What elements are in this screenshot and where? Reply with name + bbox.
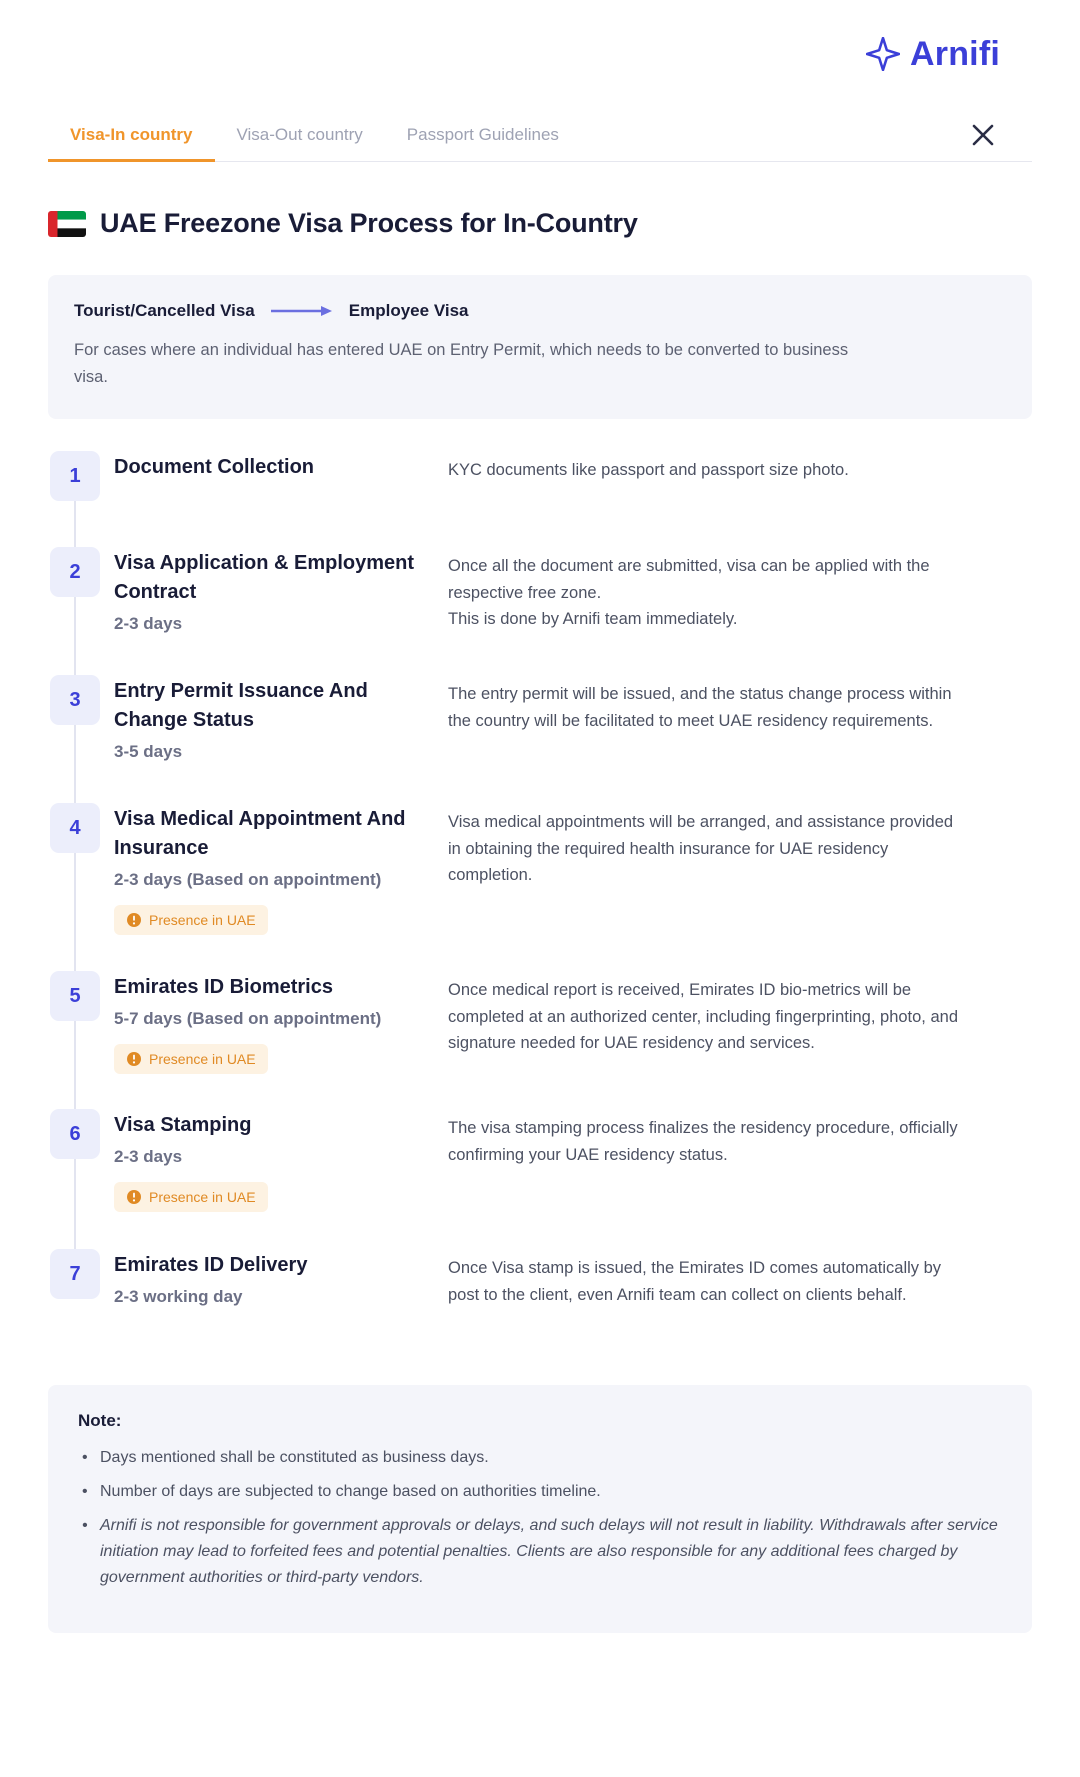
step-description <box>442 971 962 1056</box>
conversion-to: Employee Visa <box>348 301 469 320</box>
note-list <box>78 1445 1002 1591</box>
step-badge-column <box>48 1109 102 1159</box>
step-number-badge: 7 <box>50 1249 100 1299</box>
note-item: • Days mentioned shall be constituted as business days. <box>78 1445 1002 1471</box>
note-item: • Number of days are subjected to change based on authorities timeline. <box>78 1479 1002 1505</box>
step-duration: 5-7 days (Based on appointment) <box>114 1009 382 1029</box>
conversion-from: Tourist/Cancelled Visa <box>74 301 255 320</box>
step-title: Visa Medical Appointment And Insurance <box>114 808 406 860</box>
step-item <box>48 1249 1032 1339</box>
step-duration: 3-5 days <box>114 742 183 762</box>
brand-name: Arnifi <box>910 34 1000 73</box>
conversion-flow <box>74 301 1006 321</box>
step-description-line: This is done by Arnifi team immediately. <box>448 610 738 629</box>
step-item <box>48 547 1032 675</box>
step-main <box>102 1249 442 1310</box>
tab-bar <box>48 108 1032 162</box>
step-badge-column <box>48 971 102 1021</box>
presence-badge-label: Presence in UAE <box>149 911 256 928</box>
close-icon[interactable] <box>966 118 1000 152</box>
step-description-line: KYC documents like passport and passport size photo. <box>448 461 849 480</box>
step-description-line: The entry permit will be issued, and the status change process within the country will be facilitated to meet UAE residency requirements. <box>448 685 952 730</box>
uae-flag-icon <box>48 211 86 237</box>
brand-header <box>48 0 1032 108</box>
tab-visa-in-country[interactable]: Visa-In country <box>48 108 215 162</box>
step-connector <box>74 853 76 981</box>
step-badge-column <box>48 451 102 501</box>
step-title: Emirates ID Delivery <box>114 1254 308 1277</box>
conversion-callout <box>48 275 1032 419</box>
step-main <box>102 1109 442 1212</box>
step-description-line: The visa stamping process finalizes the residency procedure, officially confirming your UAE residency status. <box>448 1119 958 1164</box>
step-duration: 2-3 days <box>114 1147 183 1167</box>
step-main <box>102 547 442 637</box>
tab-passport-guidelines[interactable]: Passport Guidelines <box>406 124 559 144</box>
presence-icon <box>126 1189 142 1205</box>
note-panel <box>48 1385 1032 1633</box>
presence-badge <box>114 1182 268 1212</box>
step-title: Document Collection <box>114 456 315 479</box>
step-badge-column <box>48 675 102 725</box>
step-title: Visa Stamping <box>114 1114 252 1137</box>
step-main <box>102 675 442 765</box>
step-number-badge: 1 <box>50 451 100 501</box>
step-duration: 2-3 days (Based on appointment) <box>114 870 382 890</box>
step-description <box>442 451 962 483</box>
tab-visa-out-country[interactable]: Visa-Out country <box>236 124 363 144</box>
step-description-line: Visa medical appointments will be arranged, and assistance provided in obtaining the required health insurance for UAE residency completion. <box>448 813 954 885</box>
step-duration: 2-3 days <box>114 614 183 634</box>
step-badge-column <box>48 1249 102 1299</box>
presence-icon <box>126 912 142 928</box>
step-item <box>48 1109 1032 1249</box>
presence-badge-label: Presence in UAE <box>149 1050 256 1067</box>
tabs <box>48 108 581 162</box>
step-main <box>102 971 442 1074</box>
step-connector <box>74 597 76 685</box>
step-description <box>442 803 962 888</box>
note-title: Note: <box>78 1411 122 1431</box>
process-steps <box>48 451 1032 1339</box>
step-description <box>442 1249 962 1308</box>
step-connector <box>74 725 76 813</box>
step-main <box>102 803 442 935</box>
presence-badge-label: Presence in UAE <box>149 1188 256 1205</box>
page-title-text: UAE Freezone Visa Process for In-Country <box>100 208 638 238</box>
step-number-badge: 2 <box>50 547 100 597</box>
step-description-line: Once medical report is received, Emirates ID bio-metrics will be completed at an authorized center, including fingerprinting, photo, and signature needed for UAE residency and services. <box>448 981 959 1053</box>
step-description <box>442 1109 962 1168</box>
step-title: Entry Permit Issuance And Change Status <box>114 680 368 732</box>
step-connector <box>74 1021 76 1119</box>
arrow-right-icon <box>271 305 333 317</box>
presence-badge <box>114 1044 268 1074</box>
step-number-badge: 4 <box>50 803 100 853</box>
step-description-line: Once all the document are submitted, visa can be applied with the respective free zone. <box>448 557 930 602</box>
step-badge-column <box>48 803 102 853</box>
step-description <box>442 547 962 632</box>
four-point-star-icon <box>866 37 900 71</box>
step-title: Visa Application & Employment Contract <box>114 552 415 604</box>
step-item <box>48 675 1032 803</box>
note-item: • Arnifi is not responsible for government approvals or delays, and such delays will not result in liability. Withdrawals after service initiation may lead to forfeited fees and potential penalties. Clients are also responsible for any additional fees charged by government authorities or third-party vendors. <box>78 1513 1002 1591</box>
step-duration: 2-3 working day <box>114 1287 243 1307</box>
conversion-description: For cases where an individual has entered UAE on Entry Permit, which needs to be converted to business visa. <box>74 341 849 387</box>
step-item <box>48 971 1032 1109</box>
page-title <box>48 208 1032 239</box>
step-number-badge: 5 <box>50 971 100 1021</box>
step-main <box>102 451 442 482</box>
step-badge-column <box>48 547 102 597</box>
step-number-badge: 6 <box>50 1109 100 1159</box>
step-description <box>442 675 962 734</box>
step-item <box>48 803 1032 971</box>
presence-icon <box>126 1051 142 1067</box>
step-connector <box>74 1159 76 1259</box>
step-item <box>48 451 1032 547</box>
brand-logo <box>866 35 1000 74</box>
step-title: Emirates ID Biometrics <box>114 976 333 999</box>
presence-badge <box>114 905 268 935</box>
step-description-line: Once Visa stamp is issued, the Emirates ID comes automatically by post to the client, even Arnifi team can collect on clients behalf. <box>448 1259 942 1304</box>
step-number-badge: 3 <box>50 675 100 725</box>
